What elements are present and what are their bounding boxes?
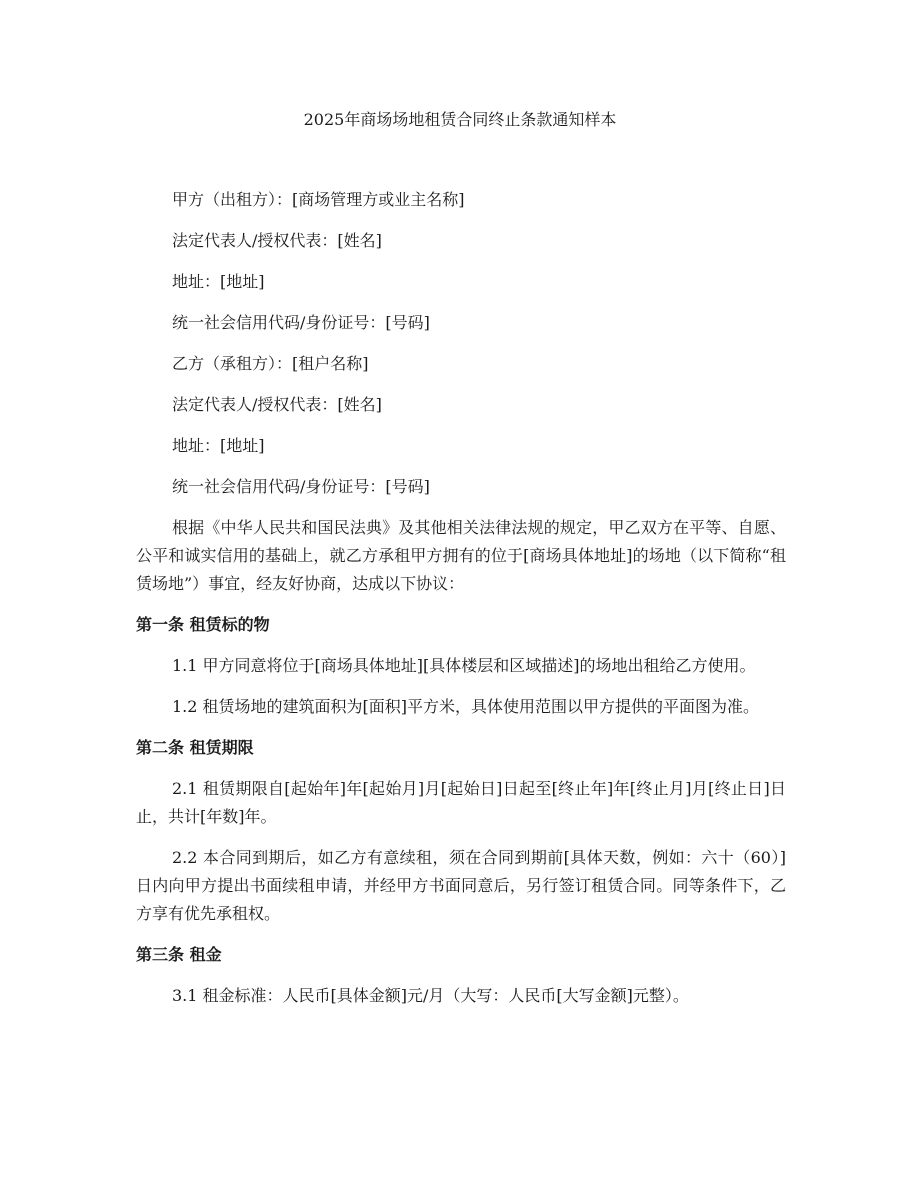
party-b-name: 乙方（承租方）：[租户名称] xyxy=(172,354,369,373)
party-a-name: 甲方（出租方）：[商场管理方或业主名称] xyxy=(172,190,465,209)
party-b-address: 地址：[地址] xyxy=(172,436,265,455)
party-b-representative: 法定代表人/授权代表：[姓名] xyxy=(172,395,382,414)
document-body xyxy=(136,186,786,1023)
clause-3-1: 3.1 租金标准：人民币[具体金额]元/月（大写：人民币[大写金额]元整）。 xyxy=(172,986,689,1005)
clause-1-1: 1.1 甲方同意将位于[商场具体地址][具体楼层和区域描述]的场地出租给乙方使用。 xyxy=(172,656,756,675)
clause-2-1: 2.1 租赁期限自[起始年]年[起始月]月[起始日]日起至[终止年]年[终止月]月[终止日]日止，共计[年数]年。 xyxy=(136,779,786,826)
section-heading-3: 第三条 租金 xyxy=(136,945,222,964)
party-a-address: 地址：[地址] xyxy=(172,272,265,291)
intro-paragraph: 根据《中华人民共和国民法典》及其他相关法律法规的规定，甲乙双方在平等、自愿、公平和诚实信用的基础上，就乙方承租甲方拥有的位于[商场具体地址]的场地（以下简称“租赁场地”）事宜，经友好协商，达成以下协议： xyxy=(136,518,786,593)
party-a-credit-code: 统一社会信用代码/身份证号：[号码] xyxy=(172,313,430,332)
party-a-representative: 法定代表人/授权代表：[姓名] xyxy=(172,231,382,250)
section-heading-1: 第一条 租赁标的物 xyxy=(136,615,270,634)
section-heading-2: 第二条 租赁期限 xyxy=(136,738,254,757)
party-b-credit-code: 统一社会信用代码/身份证号：[号码] xyxy=(172,477,430,496)
document-title: 2025年商场场地租赁合同终止条款通知样本 xyxy=(303,110,617,129)
clause-1-2: 1.2 租赁场地的建筑面积为[面积]平方米，具体使用范围以甲方提供的平面图为准。 xyxy=(172,697,760,716)
clause-2-2: 2.2 本合同到期后，如乙方有意续租，须在合同到期前[具体天数，例如：六十（60）]日内向甲方提出书面续租申请，并经甲方书面同意后，另行签订租赁合同。同等条件下，乙方享有优先承租权。 xyxy=(136,848,786,923)
